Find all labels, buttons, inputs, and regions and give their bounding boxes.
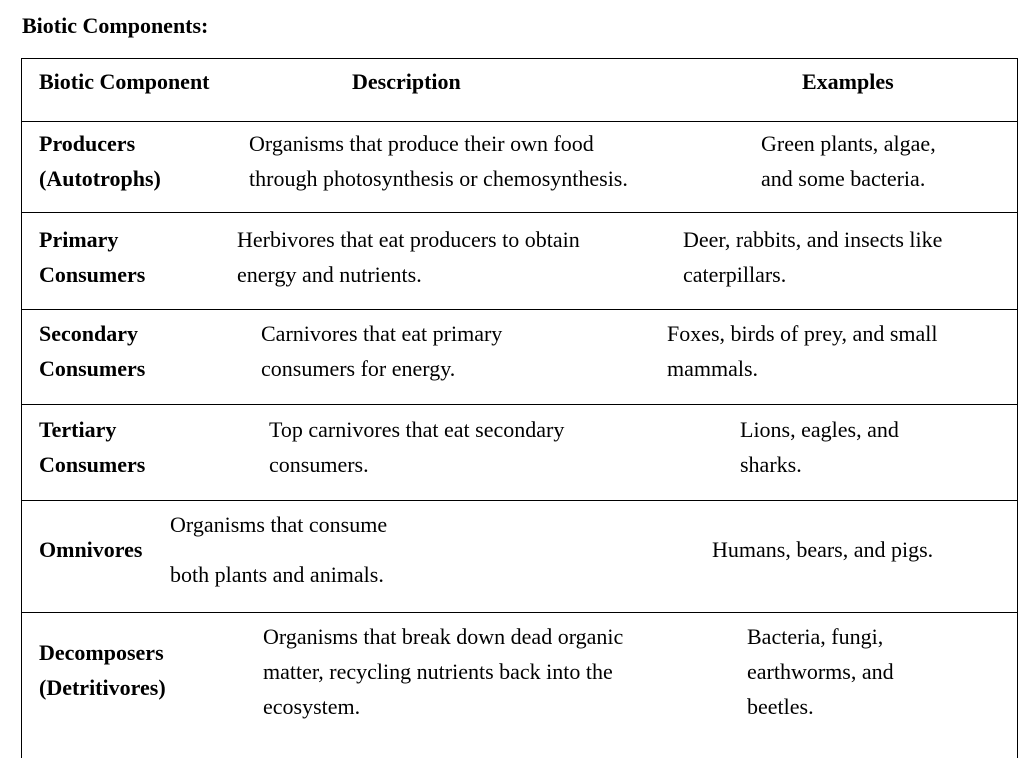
row-secondary-consumers-examples-line-1: Foxes, birds of prey, and small xyxy=(667,321,938,346)
row-separator xyxy=(22,612,1017,613)
row-tertiary-consumers-description-line-1: Top carnivores that eat secondary xyxy=(269,417,565,442)
header-description: Description xyxy=(352,69,461,94)
row-primary-consumers-name-line-2: Consumers xyxy=(39,262,146,287)
row-primary-consumers-examples-line-2: caterpillars. xyxy=(683,262,787,287)
row-secondary-consumers-description-line-1: Carnivores that eat primary xyxy=(261,321,503,346)
row-secondary-consumers-description-line-2: consumers for energy. xyxy=(261,356,456,381)
header-examples: Examples xyxy=(802,69,894,94)
row-primary-consumers-description-line-1: Herbivores that eat producers to obtain xyxy=(237,227,580,252)
row-primary-consumers-examples-line-1: Deer, rabbits, and insects like xyxy=(683,227,943,252)
row-tertiary-consumers-examples-line-2: sharks. xyxy=(740,452,802,477)
row-primary-consumers-name-line-1: Primary xyxy=(39,227,119,252)
row-decomposers-description-line-3: ecosystem. xyxy=(263,694,361,719)
row-decomposers-description-line-2: matter, recycling nutrients back into the xyxy=(263,659,613,684)
row-separator xyxy=(22,404,1017,405)
row-secondary-consumers-name-line-1: Secondary xyxy=(39,321,138,346)
biotic-components-table xyxy=(21,58,1018,758)
section-title: Biotic Components: xyxy=(22,13,209,38)
row-omnivores-name: Omnivores xyxy=(39,537,143,562)
row-decomposers-name-line-1: Decomposers xyxy=(39,640,164,665)
row-producers-examples-line-2: and some bacteria. xyxy=(761,166,926,191)
row-decomposers-examples-line-3: beetles. xyxy=(747,694,814,719)
row-omnivores-description-line-1: Organisms that consume xyxy=(170,512,388,537)
row-tertiary-consumers-description-line-2: consumers. xyxy=(269,452,369,477)
row-separator xyxy=(22,309,1017,310)
row-omnivores-description-line-2: both plants and animals. xyxy=(170,562,384,587)
header-biotic-component: Biotic Component xyxy=(39,69,210,94)
row-tertiary-consumers-name-line-1: Tertiary xyxy=(39,417,117,442)
row-secondary-consumers-examples-line-2: mammals. xyxy=(667,356,759,381)
row-tertiary-consumers-examples-line-1: Lions, eagles, and xyxy=(740,417,899,442)
row-producers-examples-line-1: Green plants, algae, xyxy=(761,131,936,156)
row-tertiary-consumers-name-line-2: Consumers xyxy=(39,452,146,477)
row-primary-consumers-description-line-2: energy and nutrients. xyxy=(237,262,422,287)
row-decomposers-examples-line-1: Bacteria, fungi, xyxy=(747,624,884,649)
row-decomposers-name-line-2: (Detritivores) xyxy=(39,675,166,700)
row-separator xyxy=(22,500,1017,501)
row-omnivores-examples: Humans, bears, and pigs. xyxy=(712,537,934,562)
row-separator xyxy=(22,121,1017,122)
row-decomposers-description-line-1: Organisms that break down dead organic xyxy=(263,624,624,649)
row-producers-description-line-2: through photosynthesis or chemosynthesis. xyxy=(249,166,628,191)
row-producers-description-line-1: Organisms that produce their own food xyxy=(249,131,594,156)
row-separator xyxy=(22,212,1017,213)
row-producers-name-line-2: (Autotrophs) xyxy=(39,166,161,191)
row-producers-name-line-1: Producers xyxy=(39,131,136,156)
row-decomposers-examples-line-2: earthworms, and xyxy=(747,659,894,684)
row-secondary-consumers-name-line-2: Consumers xyxy=(39,356,146,381)
